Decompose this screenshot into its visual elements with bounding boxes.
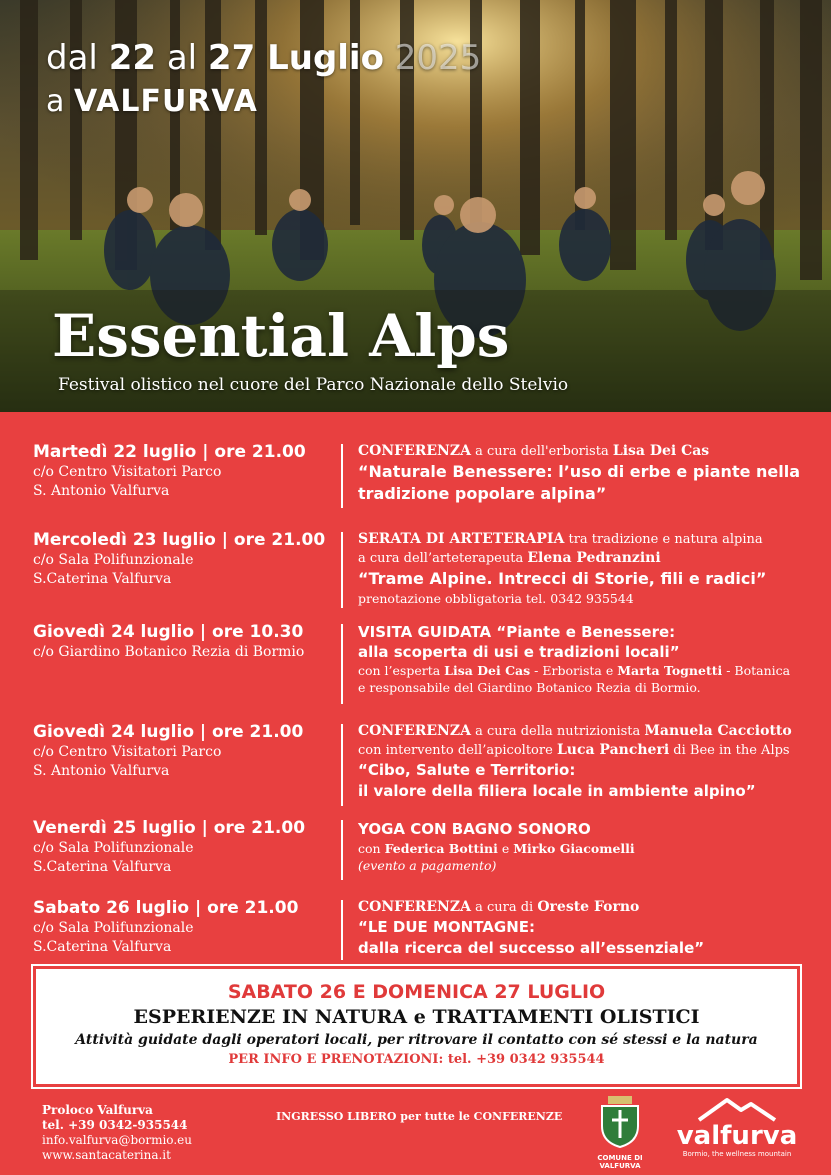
- divider: [341, 724, 343, 806]
- event-intro: a cura della nutrizionista: [475, 724, 641, 739]
- event-guest-intro: con intervento dell’apicoltore: [358, 743, 553, 758]
- event-location-line: c/o Giardino Botanico Rezia di Bormio: [33, 644, 305, 660]
- org-email[interactable]: info.valfurva@bormio.eu: [42, 1133, 192, 1147]
- event-type: CONFERENZA: [358, 899, 471, 915]
- event-intro: tra tradizione e natura alpina: [568, 532, 763, 547]
- event-location-line: c/o Sala Polifunzionale: [33, 920, 194, 936]
- date-year: 2025: [394, 38, 482, 78]
- event-location-line: c/o Centro Visitatori Parco: [33, 744, 222, 760]
- brand-tagline: Bormio, the wellness mountain: [682, 1150, 792, 1158]
- event-guest-line: [358, 741, 818, 760]
- event-note: (evento a pagamento): [358, 858, 497, 873]
- event-person: Elena Pedranzini: [527, 550, 661, 566]
- weekend-description: Attività guidate dagli operatori locali, per ritrovare il contatto con sé stessi e la natura: [75, 1032, 758, 1048]
- org-phone[interactable]: tel. +39 0342-935544: [42, 1118, 188, 1132]
- org-name: Proloco Valfurva: [42, 1103, 153, 1117]
- festival-subtitle: Festival olistico nel cuore del Parco Nazionale dello Stelvio: [58, 375, 569, 395]
- event-headline: “Cibo, Salute e Territorio:: [358, 761, 576, 779]
- event-person: Marta Tognetti: [617, 663, 723, 678]
- event-headline: “LE DUE MONTAGNE:: [358, 918, 536, 936]
- weekend-title: ESPERIENZE IN NATURA e TRATTAMENTI OLISTICI: [133, 1006, 700, 1028]
- weekend-box: [36, 969, 797, 1084]
- event-headline: il valore della filiera locale in ambiente alpino”: [358, 782, 756, 800]
- coat-of-arms-icon: [598, 1096, 642, 1148]
- event-guides-line: [358, 662, 818, 679]
- event-intro: a cura dell'erborista: [475, 444, 609, 459]
- event-intro-line: [358, 442, 818, 461]
- valfurva-logo: [670, 1096, 804, 1159]
- brand-name: valfurva: [676, 1121, 798, 1151]
- event-headline: dalla ricerca del successo all’essenziale”: [358, 939, 705, 957]
- org-website[interactable]: www.santacaterina.it: [42, 1148, 171, 1162]
- date-end: 27 Luglio: [207, 38, 384, 78]
- event-with: con l’esperta: [358, 663, 441, 678]
- event-location-line: c/o Sala Polifunzionale: [33, 840, 194, 856]
- event-curator-line: [358, 549, 818, 568]
- event-intro-line: [358, 898, 818, 917]
- festival-title: Essential Alps: [52, 302, 510, 370]
- event-note: prenotazione obbligatoria tel. 0342 935544: [358, 591, 634, 606]
- date-range: [46, 38, 481, 78]
- event-intro-line: [358, 722, 818, 741]
- event-location-line: S.Caterina Valfurva: [33, 859, 172, 875]
- place-name: VALFURVA: [73, 84, 258, 119]
- divider: [341, 820, 343, 880]
- place-prefix: a: [46, 84, 65, 119]
- event-person: Mirko Giacomelli: [513, 841, 635, 856]
- event-date: Venerdì 25 luglio | ore 21.00: [33, 818, 306, 838]
- event-headline: tradizione popolare alpina”: [358, 484, 607, 503]
- event-intro: a cura di: [475, 900, 534, 915]
- event-type: CONFERENZA: [358, 723, 471, 739]
- date-prefix: dal: [46, 38, 98, 78]
- event-guest-org: di Bee in the Alps: [673, 743, 790, 758]
- event-person: Lisa Dei Cas: [612, 443, 710, 459]
- event-headline: “Naturale Benessere: l’uso di erbe e piante nella: [358, 462, 801, 481]
- event-person: Manuela Cacciotto: [644, 723, 792, 739]
- divider: [341, 900, 343, 960]
- event-headline: alla scoperta di usi e tradizioni locali”: [358, 643, 680, 661]
- comune-logo: [581, 1096, 659, 1170]
- event-type: SERATA DI ARTETERAPIA: [358, 531, 565, 547]
- contact-block: [42, 1103, 192, 1163]
- place: [46, 84, 258, 120]
- hero-photo: [0, 0, 831, 412]
- event-curator-intro: a cura dell’arteterapeuta: [358, 551, 524, 566]
- event-date: Martedì 22 luglio | ore 21.00: [33, 442, 306, 462]
- event-date: Mercoledì 23 luglio | ore 21.00: [33, 530, 326, 550]
- comune-name: COMUNE DI VALFURVA: [597, 1154, 643, 1170]
- event-intro-line: [358, 530, 818, 549]
- weekend-info: PER INFO E PRENOTAZIONI: tel. +39 0342 935544: [228, 1052, 605, 1067]
- event-with: con: [358, 841, 381, 856]
- event-location-line: c/o Sala Polifunzionale: [33, 552, 194, 568]
- divider: [341, 624, 343, 704]
- event-extra: e responsabile del Giardino Botanico Rezia di Bormio.: [358, 680, 701, 695]
- footer: [0, 1090, 831, 1175]
- event-type: YOGA CON BAGNO SONORO: [358, 820, 591, 838]
- event-role: - Botanica: [726, 663, 791, 678]
- event-location-line: S. Antonio Valfurva: [33, 763, 170, 779]
- weekend-dates: SABATO 26 E DOMENICA 27 LUGLIO: [227, 981, 606, 1003]
- event-location-line: S.Caterina Valfurva: [33, 571, 172, 587]
- event-location-line: S.Caterina Valfurva: [33, 939, 172, 955]
- event-headline: VISITA GUIDATA “Piante e Benessere:: [358, 623, 676, 641]
- event-role: - Erborista e: [534, 663, 614, 678]
- date-start: 22: [108, 38, 157, 78]
- free-entry-note: INGRESSO LIBERO per tutte le CONFERENZE: [276, 1110, 563, 1123]
- event-guides-line: [358, 840, 818, 857]
- event-person: Lisa Dei Cas: [444, 663, 531, 678]
- divider: [341, 444, 343, 508]
- event-date: Sabato 26 luglio | ore 21.00: [33, 898, 299, 918]
- event-date: Giovedì 24 luglio | ore 21.00: [33, 722, 304, 742]
- event-type: CONFERENZA: [358, 443, 471, 459]
- mountain-icon: [697, 1096, 777, 1122]
- date-mid: al: [166, 38, 198, 78]
- event-headline: “Trame Alpine. Intrecci di Storie, fili e radici”: [358, 569, 767, 588]
- event-location-line: S. Antonio Valfurva: [33, 483, 170, 499]
- event-location-line: c/o Centro Visitatori Parco: [33, 464, 222, 480]
- event-person: Oreste Forno: [537, 899, 640, 915]
- event-and: e: [501, 841, 510, 856]
- divider: [341, 532, 343, 608]
- event-person: Federica Bottini: [384, 841, 498, 856]
- event-date: Giovedì 24 luglio | ore 10.30: [33, 622, 304, 642]
- event-person: Luca Pancheri: [556, 742, 670, 758]
